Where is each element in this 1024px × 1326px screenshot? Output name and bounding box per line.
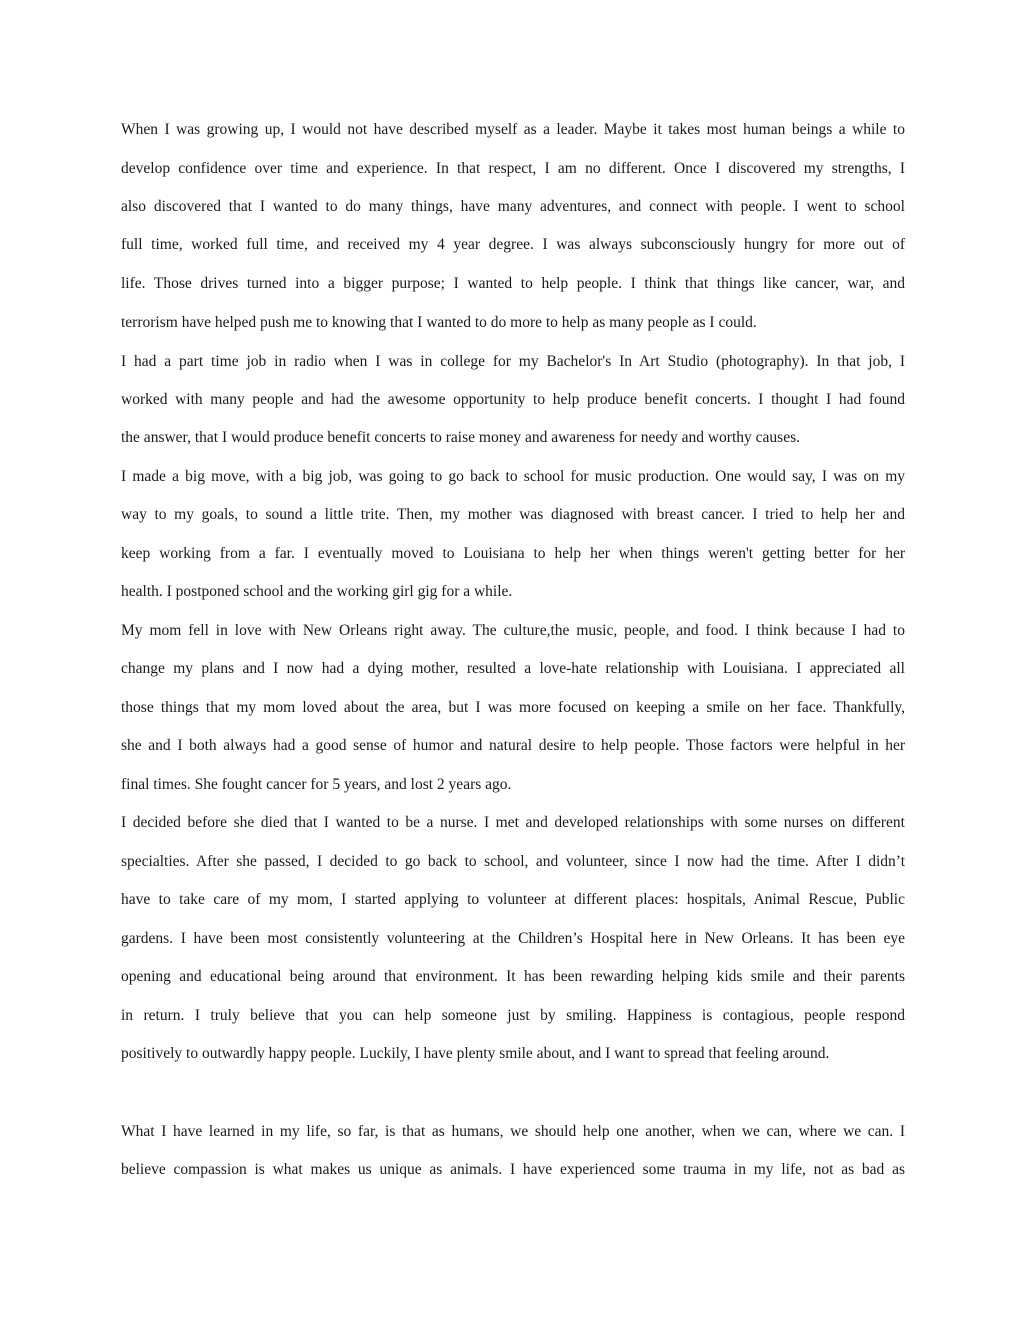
text-line: gardens. I have been most consistently volunteering at the Children’s Hospital here in New Orleans. It has been eye <box>121 930 905 947</box>
text-line: terrorism have helped push me to knowing that I wanted to do more to help as many people as I could. <box>121 314 757 331</box>
text-line: keep working from a far. I eventually moved to Louisiana to help her when things weren't getting better for her <box>121 545 905 562</box>
text-line: health. I postponed school and the working girl gig for a while. <box>121 583 513 600</box>
text-line: opening and educational being around that environment. It has been rewarding helping kids smile and their parents <box>121 968 905 985</box>
text-line: positively to outwardly happy people. Luckily, I have plenty smile about, and I want to spread that feeling around. <box>121 1045 830 1062</box>
text-line: I made a big move, with a big job, was going to go back to school for music production. One would say, I was on my <box>121 468 905 485</box>
text-line: What I have learned in my life, so far, is that as humans, we should help one another, when we can, where we can. I <box>121 1123 905 1140</box>
text-line: those things that my mom loved about the area, but I was more focused on keeping a smile on her face. Thankfully, <box>121 699 905 716</box>
text-line: My mom fell in love with New Orleans right away. The culture,the music, people, and food. I think because I had to <box>121 622 905 639</box>
text-line: also discovered that I wanted to do many things, have many adventures, and connect with people. I went to school <box>121 198 905 215</box>
text-line: develop confidence over time and experience. In that respect, I am no different. Once I discovered my strengths, I <box>121 160 905 177</box>
text-line: have to take care of my mom, I started applying to volunteer at different places: hospitals, Animal Rescue, Public <box>121 891 905 908</box>
text-line: specialties. After she passed, I decided to go back to school, and volunteer, since I now had the time. After I didn’t <box>121 853 905 870</box>
text-line: full time, worked full time, and received my 4 year degree. I was always subconsciously hungry for more out of <box>121 236 905 253</box>
text-line: way to my goals, to sound a little trite. Then, my mother was diagnosed with breast cancer. I tried to help her and <box>121 506 905 523</box>
text-line: the answer, that I would produce benefit concerts to raise money and awareness for needy and worthy causes. <box>121 429 800 446</box>
text-line: life. Those drives turned into a bigger purpose; I wanted to help people. I think that things like cancer, war, and <box>121 275 905 292</box>
text-line: worked with many people and had the awesome opportunity to help produce benefit concerts. I thought I had found <box>121 391 905 408</box>
text-line: final times. She fought cancer for 5 years, and lost 2 years ago. <box>121 776 512 793</box>
text-line: I had a part time job in radio when I was in college for my Bachelor's In Art Studio (photography). In that job, I <box>121 353 905 370</box>
text-line: in return. I truly believe that you can help someone just by smiling. Happiness is contagious, people respond <box>121 1007 905 1024</box>
text-line: believe compassion is what makes us unique as animals. I have experienced some trauma in my life, not as bad as <box>121 1161 905 1178</box>
text-line: change my plans and I now had a dying mother, resulted a love-hate relationship with Louisiana. I appreciated all <box>121 660 905 677</box>
text-line: I decided before she died that I wanted to be a nurse. I met and developed relationships with some nurses on different <box>121 814 905 831</box>
text-line: she and I both always had a good sense of humor and natural desire to help people. Those factors were helpful in her <box>121 737 905 754</box>
text-line: When I was growing up, I would not have described myself as a leader. Maybe it takes most human beings a while to <box>121 121 905 138</box>
